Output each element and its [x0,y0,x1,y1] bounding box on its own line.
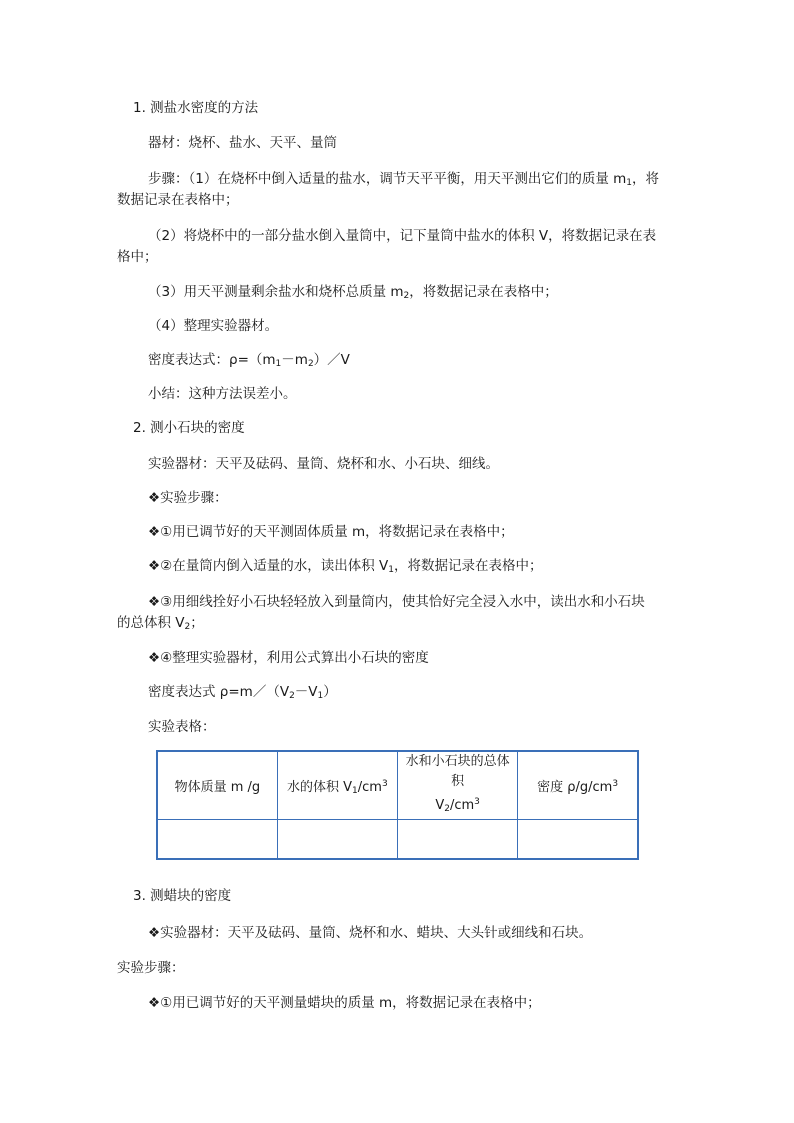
step-text-continued: 格中； [117,249,158,265]
table-header-row [157,751,638,820]
table-cell [157,820,277,860]
materials-text: ❖实验器材：天平及砝码、量筒、烧杯和水、蜡块、大头针或细线和石块。 [148,925,593,941]
summary-text: 小结：这种方法误差小。 [148,386,297,402]
header-cell-mass: 物体质量 m /g [157,751,277,820]
experiment-table [156,750,639,860]
density-formula: 密度表达式 $\rho=m/(V_2-V_1)$ [148,684,337,701]
header-cell-water-volume: 水的体积 $V_1/cm^3$ [277,751,397,820]
section-heading: 2. 测小石块的密度 [133,420,245,436]
step-text: （4）整理实验器材。 [148,318,279,334]
step-text: （2）将烧杯中的一部分盐水倒入量筒中，记下量筒中盐水的体积 V，将数据记录在表 [148,228,657,244]
step-text-continued: 数据记录在表格中； [117,192,239,208]
step-text-continued: 的总体积 $V_2$； [117,615,204,632]
density-formula: 密度表达式：$\rho=(m_1-m_2)/V$ [148,352,350,369]
materials-text: 器材：烧杯、盐水、天平、量筒 [148,135,337,151]
table-title: 实验表格： [148,719,216,735]
step-text: ❖④整理实验器材，利用公式算出小石块的密度 [148,650,429,666]
table-row [157,820,638,860]
table-cell [277,820,397,860]
steps-title: 实验步骤： [117,960,185,976]
materials-text: 实验器材：天平及砝码、量筒、烧杯和水、小石块、细线。 [148,456,499,472]
steps-title: ❖实验步骤： [148,490,228,506]
table-cell [398,820,518,860]
header-cell-density: 密度 $\rho/g/cm^3$ [518,751,638,820]
step-text: 步骤：（1）在烧杯中倒入适量的盐水，调节天平平衡，用天平测出它们的质量 $m_1$，将 [148,171,660,188]
step-text: ❖①用已调节好的天平测固体质量 m，将数据记录在表格中； [148,524,514,540]
step-text: （3）用天平测量剩余盐水和烧杯总质量 $m_2$，将数据记录在表格中； [148,284,558,301]
section-heading: 1. 测盐水密度的方法 [133,100,259,116]
header-cell-total-volume: 水和小石块的总体积 $V_2/cm^3$ [398,751,518,820]
step-text: ❖①用已调节好的天平测量蜡块的质量 m，将数据记录在表格中； [148,995,541,1011]
step-text: ❖③用细线拴好小石块轻轻放入到量筒内，使其恰好完全浸入水中，读出水和小石块 [148,594,645,610]
step-text: ❖②在量筒内倒入适量的水，读出体积 $V_1$，将数据记录在表格中； [148,558,543,575]
section-heading: 3. 测蜡块的密度 [133,888,232,904]
table-cell [518,820,638,860]
